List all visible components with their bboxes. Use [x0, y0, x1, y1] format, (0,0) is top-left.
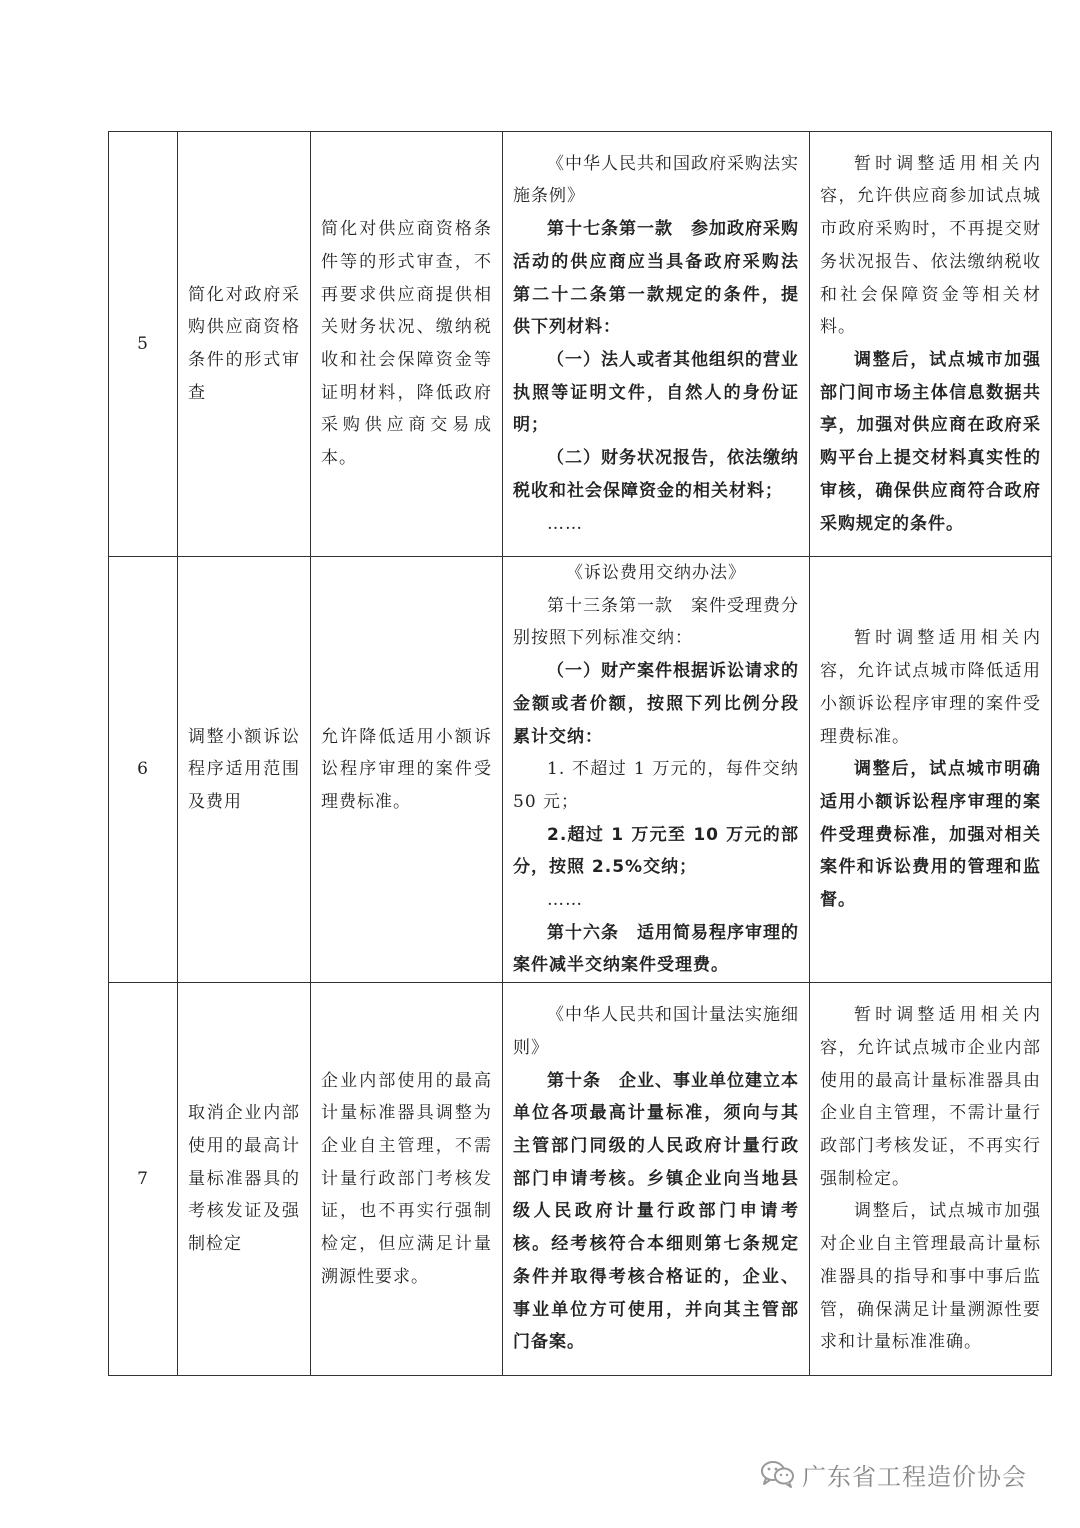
- row-number: 5: [109, 132, 178, 557]
- law-paragraph: 第十六条 适用简易程序审理的案件减半交纳案件受理费。: [513, 922, 799, 976]
- law-paragraph: （二）财务状况报告，依法缴纳税收和社会保障资金的相关材料；: [513, 448, 799, 501]
- adjustment-text: 暂时调整适用相关内容，允许试点城市降低适用小额诉讼程序审理的案件受理费标准。: [820, 628, 1041, 747]
- item-description: 企业内部使用的最高计量标准器具调整为企业自主管理，不需计量行政部门考核发证，也不再实行强制检定，但应满足计量溯源性要求。: [311, 983, 503, 1376]
- law-paragraph: 1. 不超过 1 万元的，每件交纳 50 元；: [513, 759, 799, 812]
- item-description: 简化对供应商资格条件等的形式审查，不再要求供应商提供相关财务状况、缴纳税收和社会保障资金等证明材料，降低政府采购供应商交易成本。: [311, 132, 503, 557]
- law-ellipsis: ……: [547, 513, 583, 534]
- law-provisions: [503, 132, 810, 557]
- adjustment-after-text: 调整后，试点城市明确适用小额诉讼程序审理的案件受理费标准，加强对相关案件和诉讼费用的管理和监督。: [820, 759, 1041, 911]
- wechat-icon: [760, 1459, 796, 1489]
- adjustment-after-text: 调整后，试点城市加强对企业自主管理最高计量标准器具的指导和事中事后监管，确保满足计量溯源性要求和计量标准准确。: [820, 1201, 1041, 1353]
- law-paragraph: （一）法人或者其他组织的营业执照等证明文件，自然人的身份证明；: [513, 350, 799, 436]
- item-name: 简化对政府采购供应商资格条件的形式审查: [178, 132, 311, 557]
- adjustment-text: 暂时调整适用相关内容，允许试点城市企业内部使用的最高计量标准器具由企业自主管理，不需计量行政部门考核发证，不再实行强制检定。: [820, 1005, 1041, 1189]
- reform-table: [108, 131, 1052, 1376]
- item-description: 允许降低适用小额诉讼程序审理的案件受理费标准。: [311, 557, 503, 983]
- law-title: 《中华人民共和国计量法实施细则》: [513, 1005, 799, 1058]
- law-paragraph: 第十条 企业、事业单位建立本单位各项最高计量标准，须向与其主管部门同级的人民政府计量行政部门申请考核。乡镇企业向当地县级人民政府计量行政部门申请考核。经考核符合本细则第七条规定条件并取得考核合格证的，企业、事业单位方可使用，并向其主管部门备案。: [513, 1070, 799, 1353]
- law-paragraph: 第十三条第一款 案件受理费分别按照下列标准交纳：: [513, 595, 799, 649]
- law-title: 《诉讼费用交纳办法》: [566, 563, 746, 583]
- table-row: [109, 132, 1052, 557]
- law-title: 《中华人民共和国政府采购法实施条例》: [513, 153, 799, 207]
- law-paragraph: 2.超过 1 万元至 10 万元的部分，按照 2.5%交纳；: [513, 824, 799, 878]
- law-paragraph: （一）财产案件根据诉讼请求的金额或者价额，按照下列比例分段累计交纳：: [513, 661, 799, 747]
- row-number: 6: [109, 557, 178, 983]
- watermark: [760, 1454, 1027, 1494]
- law-provisions: [503, 983, 810, 1376]
- item-name: 调整小额诉讼程序适用范围及费用: [178, 557, 311, 983]
- watermark-text: 广东省工程造价协会: [802, 1462, 1027, 1491]
- item-name: 取消企业内部使用的最高计量标准器具的考核发证及强制检定: [178, 983, 311, 1376]
- table-row: [109, 557, 1052, 983]
- table-row: [109, 983, 1052, 1376]
- adjustment: [810, 132, 1052, 557]
- adjustment: [810, 557, 1052, 983]
- row-number: 7: [109, 983, 178, 1376]
- adjustment: [810, 983, 1052, 1376]
- adjustment-text: 暂时调整适用相关内容，允许供应商参加试点城市政府采购时，不再提交财务状况报告、依法缴纳税收和社会保障资金等相关材料。: [820, 153, 1041, 338]
- law-provisions: [503, 557, 810, 983]
- law-paragraph: 第十七条第一款 参加政府采购活动的供应商应当具备政府采购法第二十二条第一款规定的条件，提供下列材料：: [513, 219, 799, 338]
- adjustment-after-text: 调整后，试点城市加强部门间市场主体信息数据共享，加强对供应商在政府采购平台上提交材料真实性的审核，确保供应商符合政府采购规定的条件。: [820, 350, 1041, 534]
- law-ellipsis: ……: [547, 890, 583, 911]
